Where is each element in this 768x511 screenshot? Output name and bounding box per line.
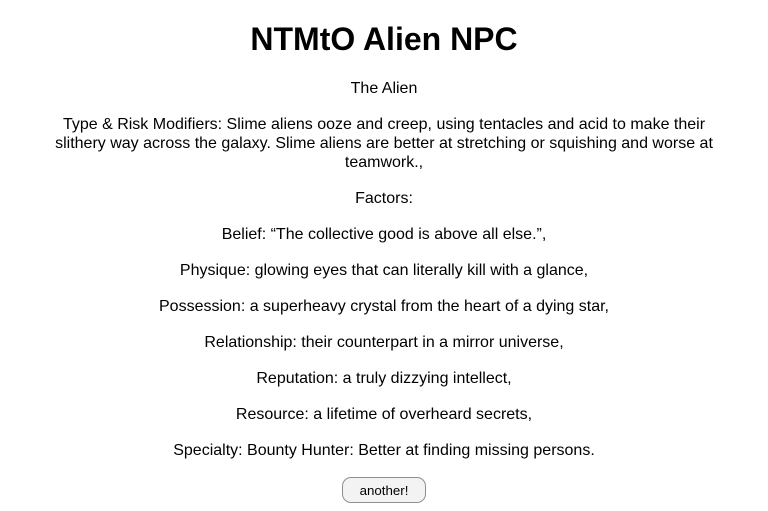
factor-possession: Possession: a superheavy crystal from the heart of a dying star, — [159, 298, 609, 315]
page-title: NTMtO Alien NPC — [250, 21, 518, 57]
npc-name: The Alien — [350, 80, 418, 97]
factor-specialty: Specialty: Bounty Hunter: Better at finding missing persons. — [173, 442, 595, 459]
factor-relationship: Relationship: their counterpart in a mirror universe, — [204, 334, 564, 351]
factors-heading: Factors: — [355, 190, 413, 207]
factor-reputation: Reputation: a truly dizzying intellect, — [256, 370, 512, 387]
factor-physique: Physique: glowing eyes that can literally kill with a glance, — [179, 262, 589, 279]
npc-sheet — [44, 21, 724, 503]
type-risk-modifiers: Type & Risk Modifiers: Slime aliens ooze and creep, using tentacles and acid to make their slithery way across the galaxy. Slime aliens are better at stretching or squishing and worse at teamwork., — [55, 116, 713, 171]
factor-resource: Resource: a lifetime of overheard secrets, — [235, 406, 533, 423]
generate-another-button[interactable]: another! — [342, 477, 427, 503]
button-row — [44, 477, 724, 503]
factor-belief: Belief: “The collective good is above all else.”, — [221, 226, 547, 243]
